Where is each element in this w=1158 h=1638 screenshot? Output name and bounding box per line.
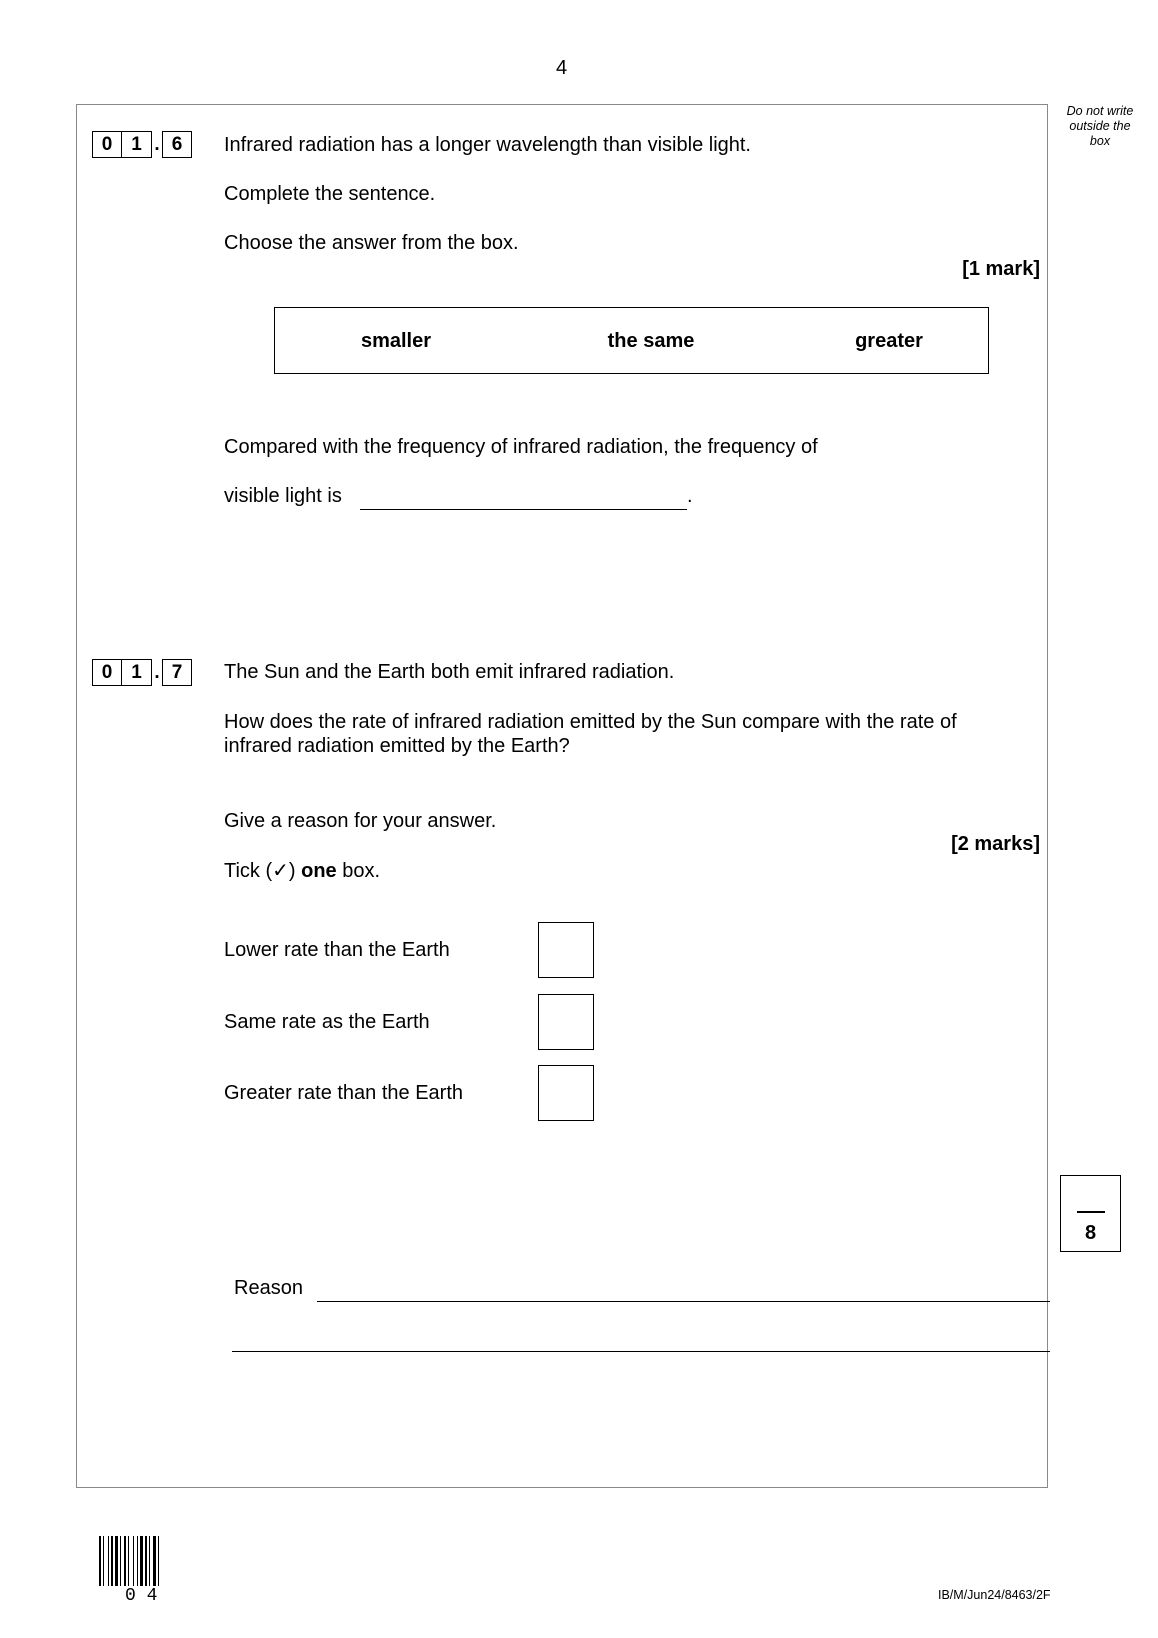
page-score-box bbox=[1060, 1175, 1121, 1252]
qnum-dot: . bbox=[154, 661, 160, 683]
barcode-bar bbox=[120, 1536, 121, 1586]
option-greater: greater bbox=[855, 330, 923, 352]
q16-sentence: visible light is bbox=[224, 485, 342, 507]
q17-tick-instruction bbox=[224, 859, 380, 883]
qnum-digit: 7 bbox=[162, 659, 192, 686]
q16-marks: [1 mark] bbox=[962, 258, 1040, 280]
barcode-bar bbox=[103, 1536, 104, 1586]
barcode-bar bbox=[158, 1536, 159, 1586]
barcode-bar bbox=[99, 1536, 101, 1586]
q16-instruction: Choose the answer from the box. bbox=[224, 232, 519, 254]
q16-answer-line[interactable] bbox=[360, 509, 687, 510]
tick-text: Tick (✓) bbox=[224, 860, 302, 882]
qnum-digit: 1 bbox=[122, 131, 152, 158]
qnum-dot: . bbox=[154, 133, 160, 155]
option-smaller: smaller bbox=[360, 330, 432, 352]
barcode-bar bbox=[145, 1536, 147, 1586]
tick-text-bold: one bbox=[301, 860, 337, 882]
barcode-bar bbox=[111, 1536, 113, 1586]
qnum-digit: 6 bbox=[162, 131, 192, 158]
choice-label-same: Same rate as the Earth bbox=[224, 1011, 430, 1033]
option-the-same: the same bbox=[607, 330, 695, 352]
barcode-icon bbox=[99, 1536, 203, 1586]
score-divider bbox=[1077, 1211, 1105, 1213]
margin-note-line: box bbox=[1089, 134, 1111, 148]
margin-note-line: outside the bbox=[1069, 119, 1131, 133]
qnum-digit: 0 bbox=[92, 659, 122, 686]
q17-question: infrared radiation emitted by the Earth? bbox=[224, 735, 570, 757]
tick-text: box. bbox=[336, 860, 381, 882]
margin-note bbox=[1062, 104, 1138, 149]
qnum-digit: 0 bbox=[92, 131, 122, 158]
q17-stem: The Sun and the Earth both emit infrared radiation. bbox=[224, 661, 675, 683]
barcode-bar bbox=[153, 1536, 156, 1586]
question-number-01-7 bbox=[92, 659, 192, 686]
q16-stem: Infrared radiation has a longer wavelength than visible light. bbox=[224, 134, 751, 156]
reason-label: Reason bbox=[234, 1277, 303, 1299]
answer-options-box bbox=[274, 307, 989, 374]
tick-box-greater[interactable] bbox=[538, 1065, 594, 1121]
barcode-bar bbox=[140, 1536, 143, 1586]
q17-marks: [2 marks] bbox=[951, 833, 1040, 855]
choice-label-greater: Greater rate than the Earth bbox=[224, 1082, 464, 1104]
page-number: 4 bbox=[556, 57, 568, 79]
reason-answer-line[interactable] bbox=[232, 1351, 1050, 1352]
choice-label-lower: Lower rate than the Earth bbox=[224, 939, 450, 961]
question-number-01-6 bbox=[92, 131, 192, 158]
tick-box-same[interactable] bbox=[538, 994, 594, 1050]
barcode-bar bbox=[133, 1536, 134, 1586]
barcode-number: 0 4 bbox=[125, 1586, 158, 1606]
barcode-bar bbox=[108, 1536, 109, 1586]
q16-sentence: Compared with the frequency of infrared radiation, the frequency of bbox=[224, 436, 818, 458]
barcode-bar bbox=[128, 1536, 129, 1586]
q17-question: How does the rate of infrared radiation emitted by the Sun compare with the rate of bbox=[224, 711, 957, 733]
q17-reason-prompt: Give a reason for your answer. bbox=[224, 810, 497, 832]
reason-answer-line[interactable] bbox=[317, 1301, 1050, 1302]
qnum-digit: 1 bbox=[122, 659, 152, 686]
q16-sentence-end: . bbox=[687, 485, 693, 507]
score-total: 8 bbox=[1084, 1222, 1097, 1244]
barcode-bar bbox=[149, 1536, 150, 1586]
barcode-bar bbox=[115, 1536, 118, 1586]
barcode-bar bbox=[137, 1536, 138, 1586]
margin-note-line: Do not write bbox=[1066, 104, 1134, 118]
tick-box-lower[interactable] bbox=[538, 922, 594, 978]
barcode-bar bbox=[124, 1536, 126, 1586]
paper-code: IB/M/Jun24/8463/2F bbox=[938, 1588, 1051, 1602]
q16-instruction: Complete the sentence. bbox=[224, 183, 436, 205]
